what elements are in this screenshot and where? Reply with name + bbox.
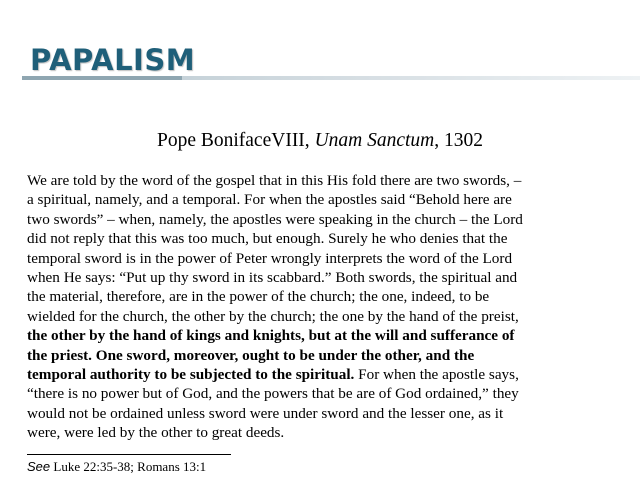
body-line-text: did not reply that this was too much, but enough. Surely he who denies that the (27, 230, 508, 248)
title-block (22, 40, 640, 80)
citation-work: Unam Sanctum (314, 130, 435, 151)
body-line (27, 384, 627, 403)
body-line (27, 268, 627, 287)
body-line (27, 307, 627, 326)
body-line-text: temporal sword is in the power of Peter wrongly interprets the word of the Lord (27, 249, 513, 267)
slide-title: PAPALISM (30, 43, 196, 77)
body-line-emphasis (27, 326, 627, 345)
body-line-text: a spiritual, namely, and a temporal. For when the apostles said “Behold here are (27, 191, 512, 209)
footnote-see: See (27, 459, 51, 474)
footnote-references: Luke 22:35-38; Romans 13:1 (50, 459, 207, 474)
footnote (27, 459, 206, 475)
body-line-text: “there is no power but of God, and the powers that be are of God ordained,” they (27, 385, 519, 403)
body-line (27, 190, 627, 209)
body-line-text: the priest. One sword, moreover, ought to be under the other, and the (27, 346, 475, 364)
citation-heading (0, 130, 640, 152)
body-line-text: wielded for the church, the other by the church; the one by the hand of the preist, (27, 307, 519, 325)
body-line-text: the material, therefore, are in the power of the church; the one, indeed, to be (27, 288, 490, 306)
body-line-emphasis (27, 346, 627, 365)
quotation-body (27, 171, 627, 443)
body-line-text: the other by the hand of kings and knights, but at the will and sufferance of (27, 327, 515, 345)
body-line (27, 249, 627, 268)
citation-author: Pope BonifaceVIII, (156, 130, 315, 151)
body-line-text: We are told by the word of the gospel that in this His fold there are two swords, – (27, 172, 522, 189)
body-line-text: temporal authority to be subjected to the spiritual. (27, 366, 355, 384)
body-line (27, 171, 627, 190)
body-line-tail: For when the apostle says, (354, 366, 519, 384)
footnote-rule (27, 454, 231, 455)
citation-year: , 1302 (434, 130, 484, 151)
body-line (27, 423, 627, 442)
body-line (27, 229, 627, 248)
body-line (27, 210, 627, 229)
body-line-text: would not be ordained unless sword were under sword and the lesser one, as it (27, 404, 504, 422)
body-line (27, 404, 627, 423)
body-line-text: were, were led by the other to great deeds. (27, 424, 285, 442)
body-line-text: when He says: “Put up thy sword in its scabbard.” Both swords, the spiritual and (27, 269, 518, 287)
body-line-text: two swords” – when, namely, the apostles were speaking in the church – the Lord (27, 210, 523, 228)
body-line-mixed (27, 365, 627, 384)
body-line (27, 287, 627, 306)
